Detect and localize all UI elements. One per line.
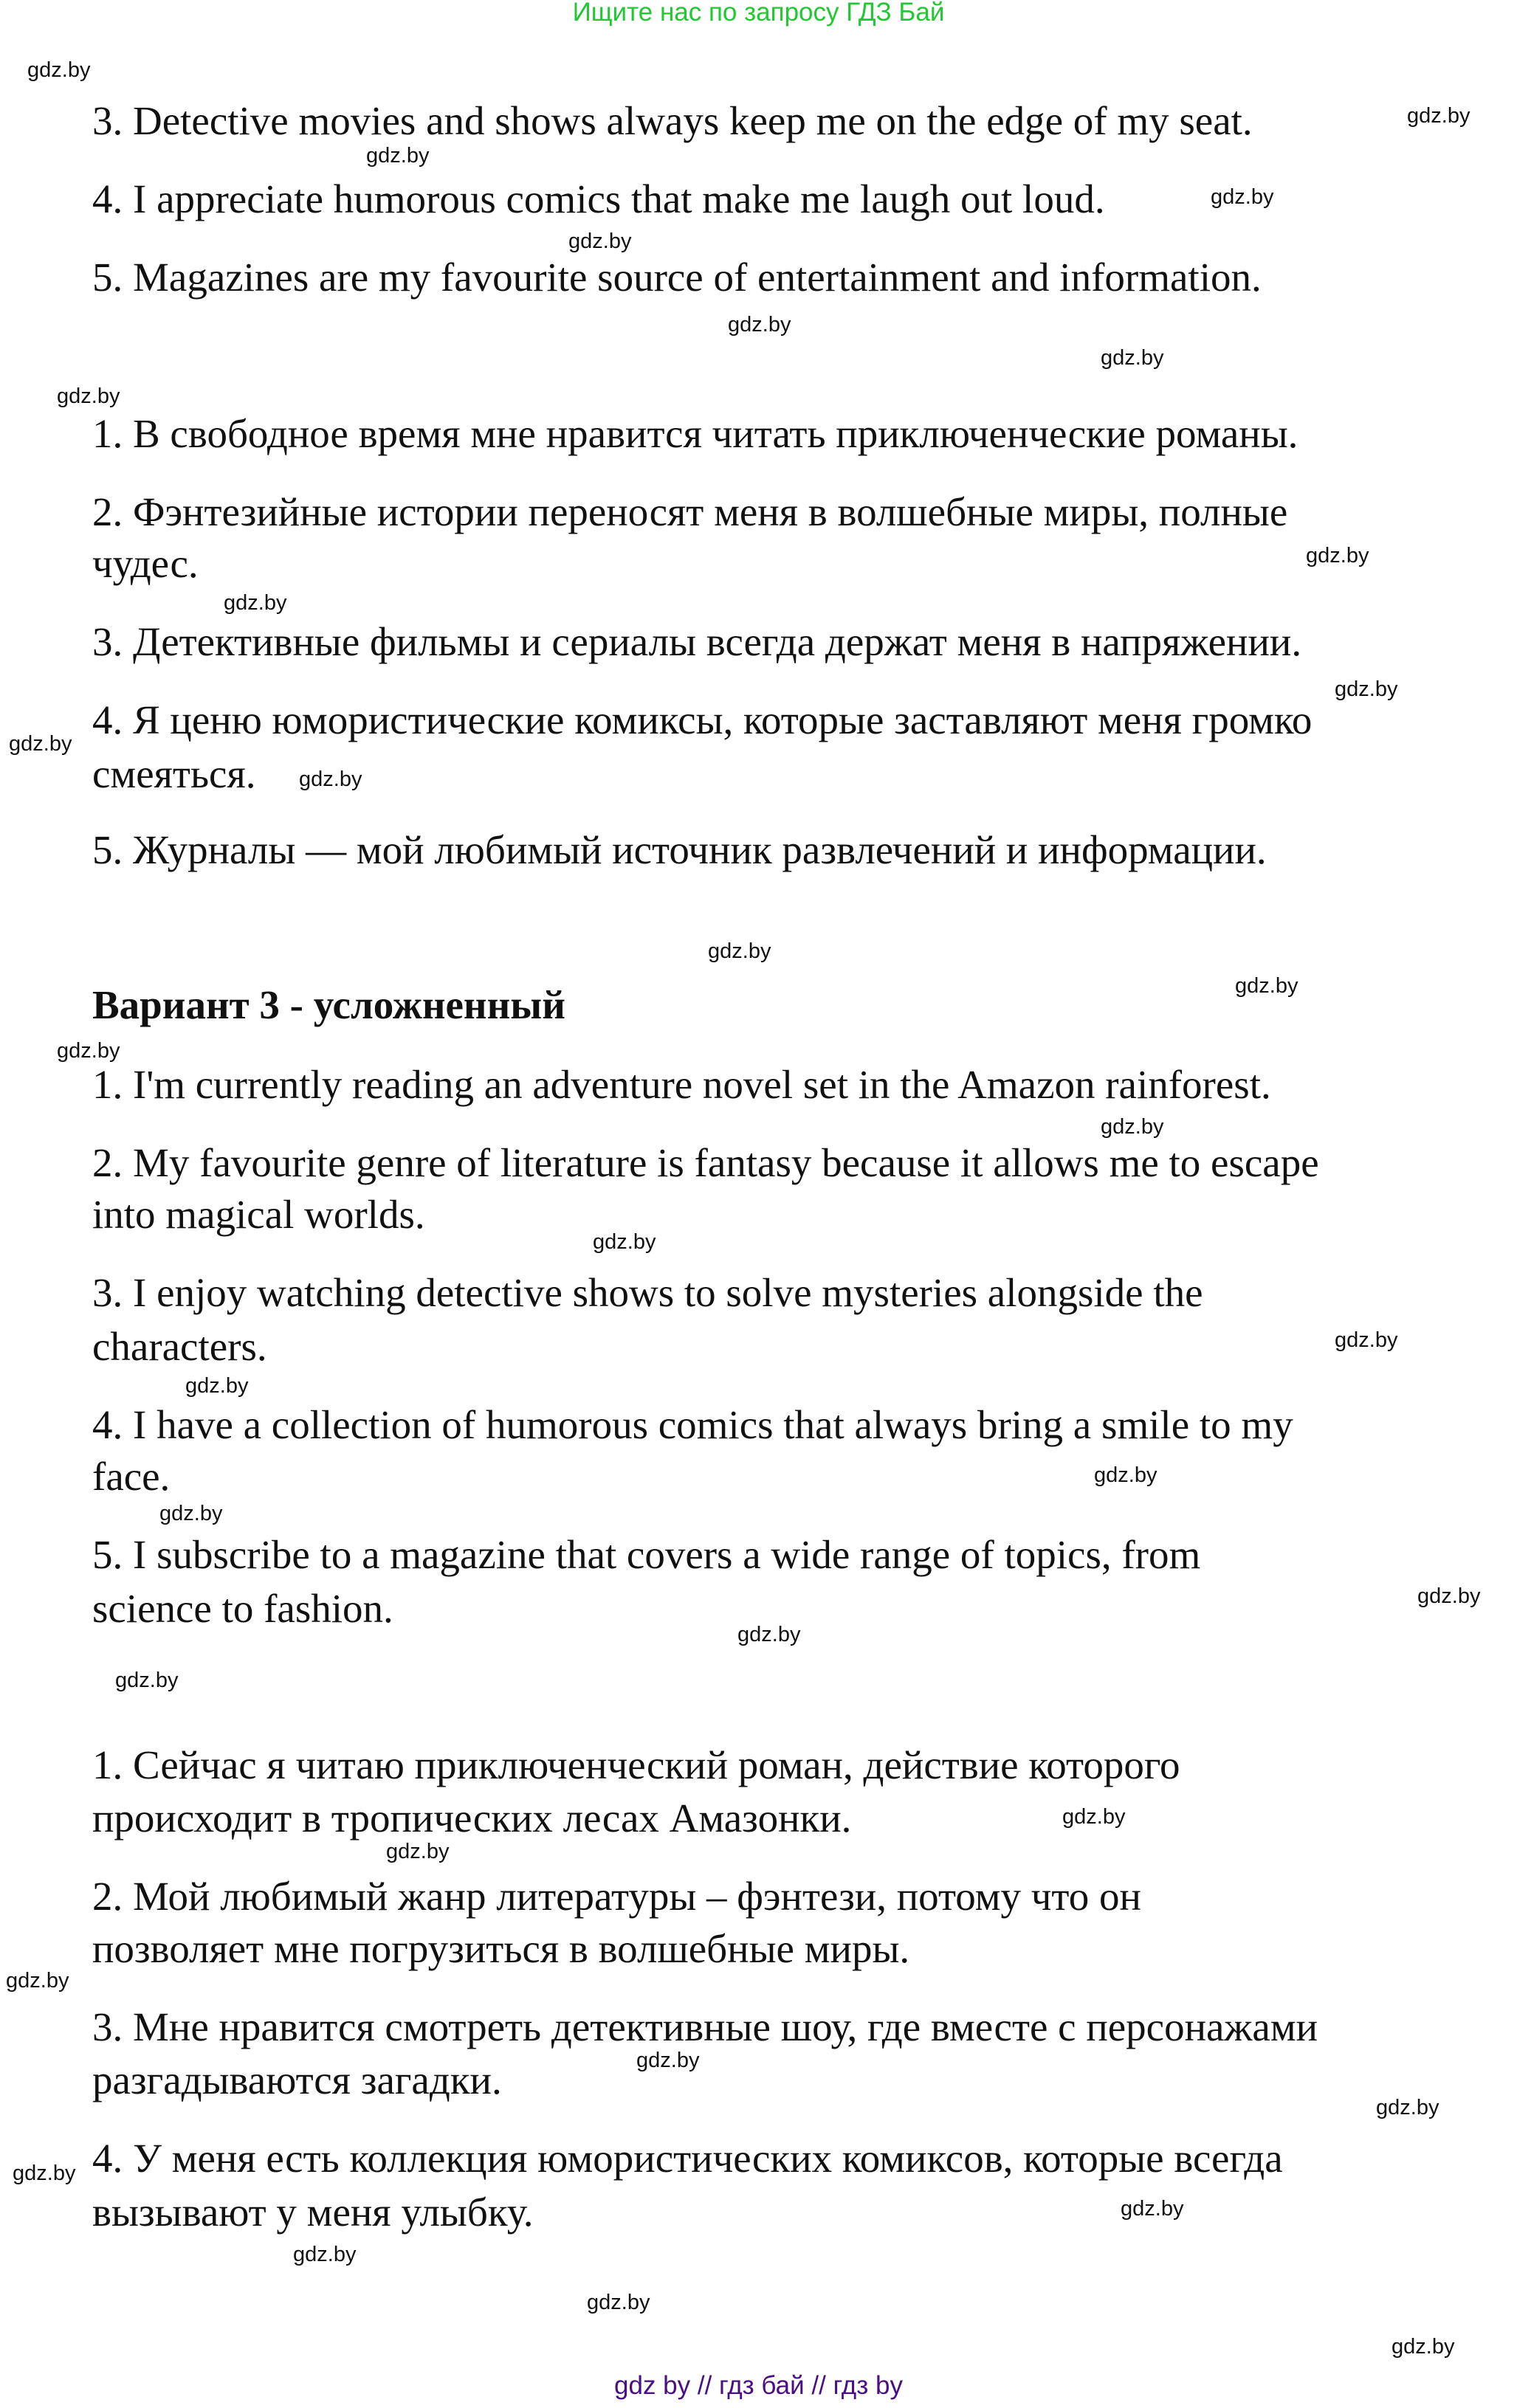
watermark: gdz.by: [57, 384, 120, 408]
text-line: происходит в тропических лесах Амазонки.: [92, 1795, 852, 1841]
text-line: 4. Я ценю юмористические комиксы, которые заставляют меня громко: [92, 697, 1313, 742]
watermark: gdz.by: [568, 230, 632, 253]
text-line: 1. Сейчас я читаю приключенческий роман, действие которого: [92, 1742, 1180, 1787]
watermark: gdz.by: [293, 2243, 357, 2266]
text-line: 3. Мне нравится смотреть детективные шоу, где вместе с персонажами: [92, 2004, 1318, 2049]
watermark: gdz.by: [1101, 1115, 1164, 1139]
text-line: вызывают у меня улыбку.: [92, 2190, 534, 2235]
text-line: смеяться.: [92, 751, 256, 796]
watermark: gdz.by: [1417, 1584, 1481, 1608]
watermark: gdz.by: [224, 591, 287, 615]
text-line: 1. В свободное время мне нравится читать приключенческие романы.: [92, 411, 1298, 456]
watermark: gdz.by: [159, 1502, 223, 1525]
footer-watermark: gdz by // гдз бай // гдз by: [614, 2371, 903, 2400]
watermark: gdz.by: [1094, 1463, 1157, 1487]
text-line: 5. I subscribe to a magazine that covers a wide range of topics, from: [92, 1532, 1201, 1577]
text-line: 3. Detective movies and shows always keep me on the edge of my seat.: [92, 98, 1253, 143]
section-heading: Вариант 3 - усложненный: [92, 982, 565, 1027]
text-line: 2. My favourite genre of literature is fantasy because it allows me to escape: [92, 1140, 1319, 1185]
watermark: gdz.by: [708, 939, 771, 963]
watermark: gdz.by: [636, 2049, 700, 2072]
watermark: gdz.by: [6, 1969, 69, 1993]
watermark: gdz.by: [185, 1374, 249, 1398]
text-line: позволяет мне погрузиться в волшебные миры.: [92, 1926, 910, 1971]
watermark: gdz.by: [299, 767, 362, 791]
text-line: 4. I have a collection of humorous comics that always bring a smile to my: [92, 1402, 1293, 1447]
watermark: gdz.by: [593, 1230, 656, 1254]
watermark: gdz.by: [27, 58, 91, 82]
text-line: face.: [92, 1454, 171, 1499]
text-line: разгадываются загадки.: [92, 2057, 502, 2102]
text-line: 3. I enjoy watching detective shows to solve mysteries alongside the: [92, 1270, 1203, 1315]
watermark: gdz.by: [1335, 1328, 1398, 1352]
text-line: 3. Детективные фильмы и сериалы всегда держат меня в напряжении.: [92, 619, 1302, 664]
text-line: 5. Magazines are my favourite source of entertainment and information.: [92, 255, 1262, 300]
watermark: gdz.by: [1101, 346, 1164, 370]
text-line: 4. I appreciate humorous comics that make me laugh out loud.: [92, 176, 1105, 221]
watermark: gdz.by: [1335, 677, 1398, 701]
watermark: gdz.by: [728, 313, 791, 337]
text-line: 1. I'm currently reading an adventure novel set in the Amazon rainforest.: [92, 1062, 1271, 1107]
watermark: gdz.by: [115, 1669, 179, 1692]
watermark: gdz.by: [587, 2291, 650, 2314]
watermark: gdz.by: [737, 1623, 801, 1646]
text-line: 2. Мой любимый жанр литературы – фэнтези, потому что он: [92, 1874, 1141, 1919]
watermark: gdz.by: [13, 2162, 76, 2185]
watermark: gdz.by: [366, 144, 430, 168]
watermark: gdz.by: [1306, 544, 1369, 567]
text-line: чудес.: [92, 541, 199, 586]
text-line: science to fashion.: [92, 1586, 393, 1631]
text-line: characters.: [92, 1324, 267, 1369]
watermark: gdz.by: [1392, 2335, 1455, 2359]
watermark: gdz.by: [1407, 104, 1470, 128]
search-banner: Ищите нас по запросу ГДЗ Бай: [572, 0, 945, 27]
watermark: gdz.by: [9, 732, 72, 756]
text-line: 5. Журналы — мой любимый источник развлечений и информации.: [92, 827, 1267, 872]
watermark: gdz.by: [1235, 974, 1298, 998]
watermark: gdz.by: [1121, 2197, 1184, 2221]
text-line: 2. Фэнтезийные истории переносят меня в волшебные миры, полные: [92, 489, 1288, 534]
text-line: 4. У меня есть коллекция юмористических комиксов, которые всегда: [92, 2136, 1283, 2181]
text-line: into magical worlds.: [92, 1192, 425, 1237]
watermark: gdz.by: [386, 1840, 450, 1863]
watermark: gdz.by: [1211, 185, 1274, 209]
watermark: gdz.by: [1376, 2096, 1439, 2119]
watermark: gdz.by: [57, 1039, 120, 1063]
watermark: gdz.by: [1062, 1805, 1126, 1829]
